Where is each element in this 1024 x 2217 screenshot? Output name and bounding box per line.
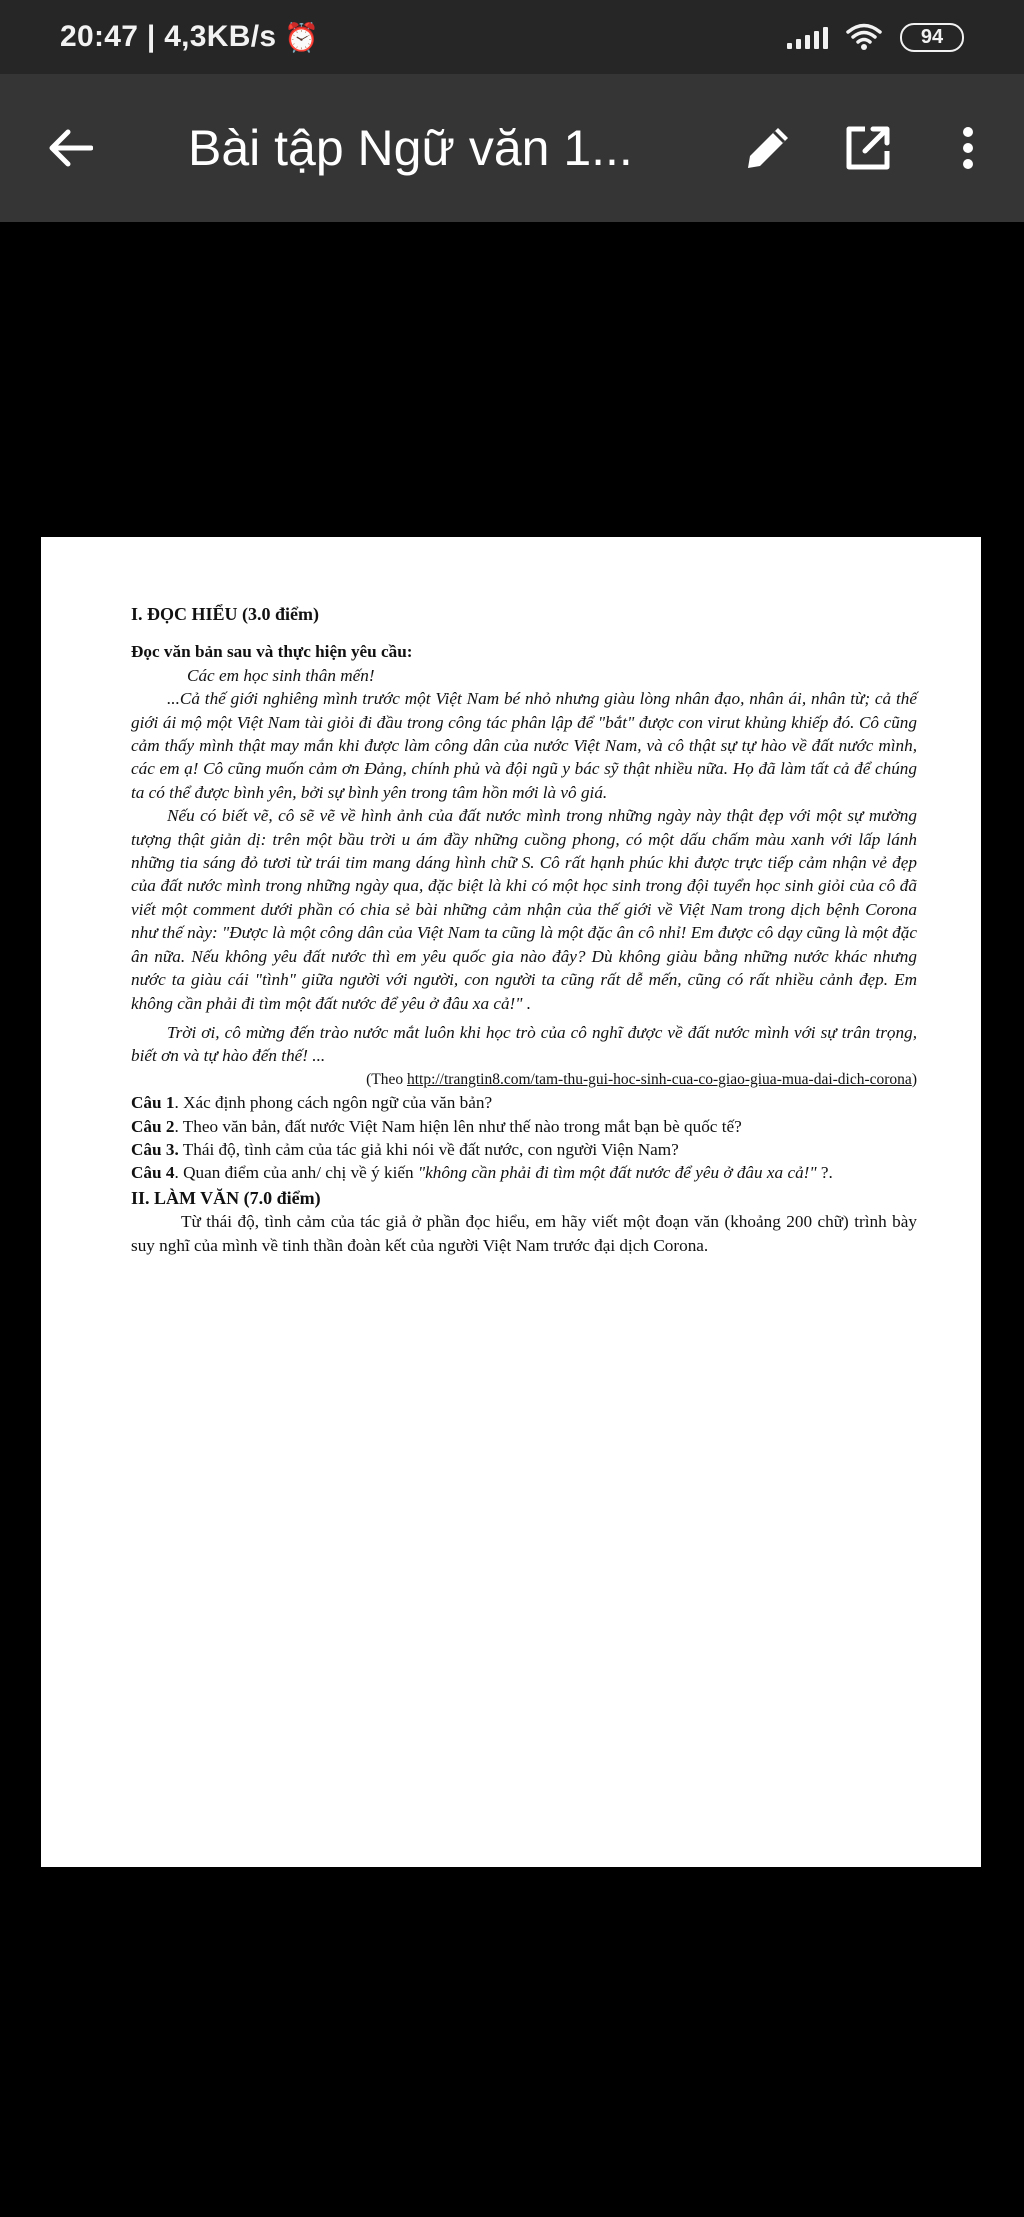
question-4-end: ?. <box>816 1163 833 1183</box>
question-1-text: . Xác định phong cách ngôn ngữ của văn bản? <box>174 1093 493 1113</box>
question-4-quote: "không cần phải đi tìm một đất nước để yêu ở đâu xa cả!" <box>417 1163 817 1183</box>
document-title: Bài tập Ngữ văn 1... <box>188 120 633 176</box>
battery-icon: 94 <box>900 23 964 52</box>
question-4 <box>131 1161 917 1184</box>
source-suffix: ) <box>911 1070 917 1088</box>
app-bar-actions <box>740 120 996 176</box>
question-2 <box>131 1115 917 1138</box>
source-link[interactable]: http://trangtin8.com/tam-thu-gui-hoc-sinh-cua-co-giao-giua-mua-dai-dich-corona <box>406 1070 912 1088</box>
pdf-page[interactable] <box>41 537 981 1867</box>
passage-paragraph-2: Nếu có biết vẽ, cô sẽ vẽ về hình ảnh của đất nước mình trong những ngày này thật đẹp với một sự mường tượng thật giản dị: trên một bầu trời u ám đầy những cuồng phong, có một dấu chấm màu xanh với lấp lánh những tia sáng đỏ tươi từ trái tim mang dáng hình chữ S. Cô rất hạnh phúc khi được trực tiếp cảm nhận vẻ đẹp của đất nước mình trong những ngày qua, đặc biệt là khi có một học sinh trong đội tuyển học sinh giỏi của cô đã viết một comment dưới phần có chia sẻ bài những cảm nhận của thế giới về Việt Nam trong dịch bệnh Corona như thế này: "Được là một công dân của Việt Nam ta cũng là một đặc ân cô nhỉ! Em được cô dạy cũng là một đặc ân nữa. Nếu không yêu đất nước thì em yêu quốc gia nào đây? Dù không giàu bằng những nước khác nhưng nước ta giàu cái "tình" giữa người với người, con người ta cũng rất dễ mến, cũng có rất nhiều cảnh đẹp. Em không cần phải đi tìm một đất nước để yêu ở đâu xa cả!" . <box>131 806 917 1013</box>
question-3-text: Thái độ, tình cảm của tác giả khi nói về đất nước, con người Viện Nam? <box>178 1139 679 1159</box>
question-4-label: Câu 4 <box>131 1163 175 1183</box>
section-heading-reading: I. ĐỌC HIỂU (3.0 điểm) <box>131 604 319 624</box>
passage-paragraph-3: Trời ơi, cô mừng đến trào nước mắt luôn khi học trò của cô nghĩ được về đất nước mình với sự trân trọng, biết ơn và tự hào đến thế! ... <box>131 1022 917 1066</box>
status-left <box>60 20 320 54</box>
question-1 <box>131 1091 917 1114</box>
pencil-icon[interactable] <box>740 120 796 176</box>
instruction: Đọc văn bản sau và thực hiện yêu cầu: <box>131 642 413 662</box>
arrow-back-icon[interactable] <box>40 118 100 178</box>
open-external-icon[interactable] <box>840 120 896 176</box>
question-3 <box>131 1138 917 1161</box>
question-1-label: Câu 1 <box>131 1093 175 1113</box>
wifi-icon <box>846 23 882 51</box>
passage-paragraph-1: ...Cả thế giới nghiêng mình trước một Việt Nam bé nhỏ nhưng giàu lòng nhân đạo, nhân ái, nhân từ; cả thế giới ái mộ một Việt Nam tài giỏi đi đầu trong công tác phân lập để "bắt" được con virut khủng khiếp đó. Cô cũng cảm thấy mình thật may mắn khi được làm công dân của nước Việt Nam, và cô thật sự tự hào về đất nước mình, các em ạ! Cô cũng muốn cảm ơn Đảng, chính phủ và đội ngũ y bác sỹ thật nhiều nữa. Họ đã làm tất cả để chúng ta có thể được bình yên, bởi sự bình yên trong tâm hồn mới là vô giá. <box>131 689 917 802</box>
signal-icon <box>787 25 828 49</box>
status-time-speed: 20:47 | 4,3KB/s <box>60 20 277 53</box>
more-vert-icon[interactable] <box>940 120 996 176</box>
section-heading-writing: II. LÀM VĂN (7.0 điểm) <box>131 1187 321 1208</box>
status-right <box>787 23 964 52</box>
source-prefix: (Theo <box>366 1070 407 1088</box>
alarm-icon: ⏰ <box>284 21 320 53</box>
essay-prompt: Từ thái độ, tình cảm của tác giả ở phần đọc hiểu, em hãy viết một đoạn văn (khoảng 200 chữ) trình bày suy nghĩ của mình về tinh thần đoàn kết của người Việt Nam trước đại dịch Corona. <box>131 1212 917 1255</box>
source-citation <box>131 1068 917 1091</box>
question-2-text: . Theo văn bản, đất nước Việt Nam hiện lên như thế nào trong mắt bạn bè quốc tế? <box>174 1116 742 1136</box>
question-2-label: Câu 2 <box>131 1116 175 1136</box>
greeting: Các em học sinh thân mến! <box>187 665 375 685</box>
app-bar <box>0 74 1024 222</box>
question-3-label: Câu 3. <box>131 1139 179 1159</box>
question-4-text: . Quan điểm của anh/ chị về ý kiến <box>174 1163 418 1183</box>
status-bar <box>0 0 1024 74</box>
